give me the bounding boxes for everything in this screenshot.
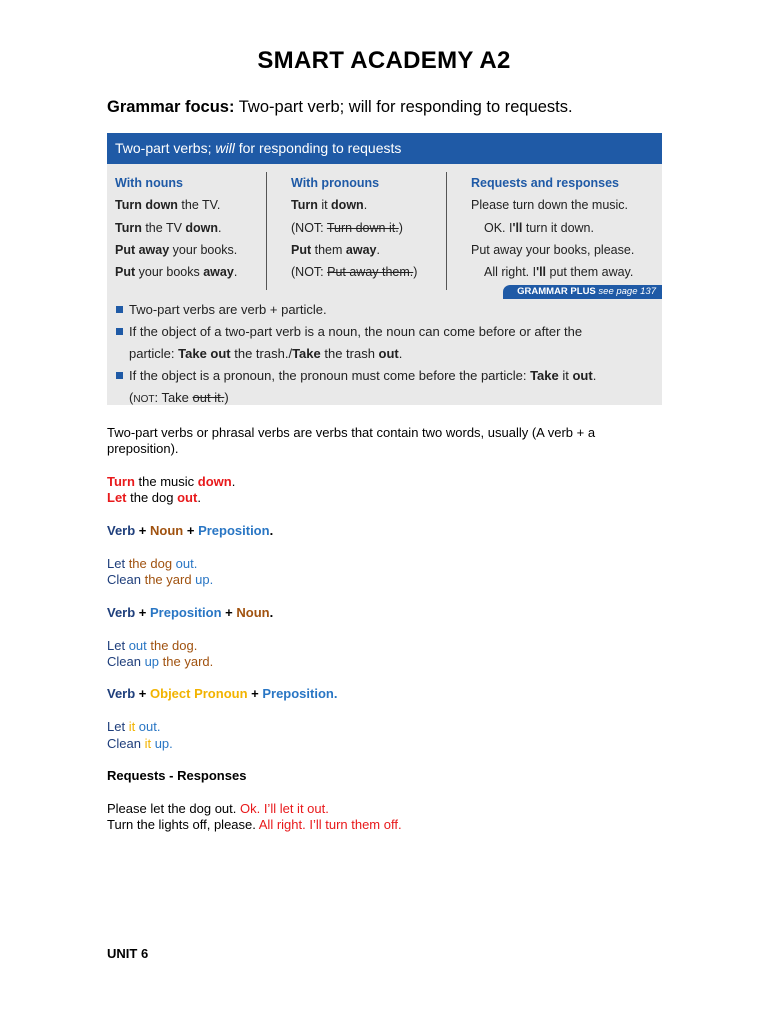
header-text: Two-part verbs;: [115, 140, 216, 156]
example-row: Put away your books, please.: [471, 242, 635, 257]
example-line: Let it out.: [107, 719, 161, 734]
unit-footer: UNIT 6: [107, 946, 149, 961]
example-line: Clean the yard up.: [107, 572, 214, 587]
focus-text: Two-part verb; will for responding to requests.: [238, 98, 573, 116]
grammar-columns: [107, 164, 662, 294]
column-requests-responses: [471, 172, 634, 283]
formula-verb-noun-prep: Verb + Noun + Preposition.: [107, 523, 274, 538]
example-line: Let out the dog.: [107, 638, 198, 653]
rule-bullet: If the object is a pronoun, the pronoun must come before the particle: Take it out. (NOT: Take out it.): [116, 365, 596, 411]
grammar-plus-tab: GRAMMAR PLUS see page 137: [503, 285, 662, 299]
column-divider: [446, 172, 447, 290]
example-row: (NOT: Turn down it.): [291, 220, 403, 235]
formula-verb-pronoun-prep: Verb + Object Pronoun + Preposition.: [107, 686, 338, 701]
example-row: Turn down the TV.: [115, 198, 221, 213]
column-heading: With pronouns: [291, 176, 380, 190]
column-divider: [266, 172, 267, 290]
example-row: (NOT: Put away them.): [291, 265, 418, 280]
request-line: Please let the dog out. Ok. I’ll let it out.: [107, 801, 329, 816]
page-title: SMART ACADEMY A2: [257, 47, 511, 74]
example-row: Turn the TV down.: [115, 220, 222, 235]
column-with-pronouns: [291, 172, 417, 283]
header-emphasis: will: [215, 140, 235, 156]
example-row: Turn it down.: [291, 198, 368, 213]
example-line: Let the dog out.: [107, 490, 201, 505]
example-row: OK. I'll turn it down.: [484, 220, 594, 235]
grammar-box-header: [107, 133, 662, 164]
bullet-square-icon: [116, 372, 123, 379]
requests-heading: Requests - Responses: [107, 768, 247, 783]
example-row: Please turn down the music.: [471, 198, 629, 213]
column-with-nouns: [115, 172, 237, 283]
focus-label: Grammar focus:: [107, 98, 235, 116]
example-row: Put your books away.: [115, 265, 238, 280]
example-line: Let the dog out.: [107, 556, 198, 571]
grammar-focus: [107, 98, 573, 117]
formula-verb-prep-noun: Verb + Preposition + Noun.: [107, 605, 274, 620]
column-heading: Requests and responses: [471, 176, 619, 190]
bullet-square-icon: [116, 306, 123, 313]
column-heading: With nouns: [115, 176, 183, 190]
grammar-box: [107, 133, 662, 405]
example-line: Clean it up.: [107, 736, 173, 751]
rule-bullet: Two-part verbs are verb + particle.: [116, 299, 327, 321]
intro-paragraph: Two-part verbs or phrasal verbs are verbs that contain two words, usually (A verb + a preposition).: [107, 425, 596, 456]
bullet-square-icon: [116, 328, 123, 335]
example-row: All right. I'll put them away.: [484, 265, 634, 280]
example-row: Put them away.: [291, 242, 380, 257]
request-line: Turn the lights off, please. All right. I’ll turn them off.: [107, 817, 402, 832]
rule-bullet: If the object of a two-part verb is a noun, the noun can come before or after the particle: Take out the trash./Take the trash out.: [116, 321, 582, 365]
example-row: Put away your books.: [115, 242, 238, 257]
example-line: Clean up the yard.: [107, 654, 214, 669]
example-line: Turn the music down.: [107, 474, 236, 489]
header-text-end: for responding to requests: [234, 140, 402, 156]
